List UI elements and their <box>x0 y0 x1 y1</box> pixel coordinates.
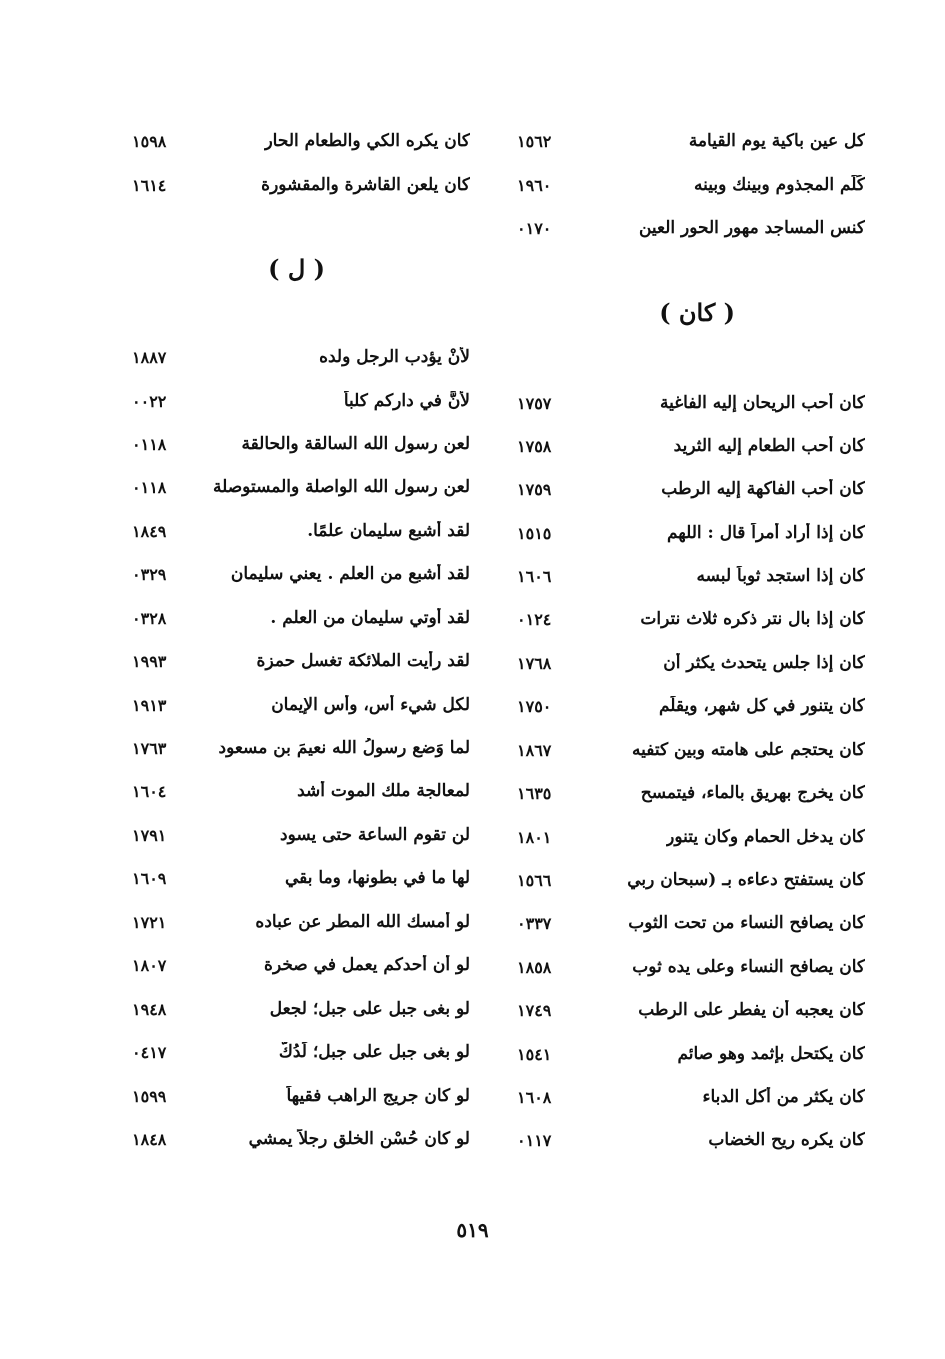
entry-text: كان إذا أراد أمراً قال : اللهم <box>666 523 865 543</box>
entry-number: ٠١٧٠ <box>517 218 552 238</box>
entry-number: ١٦٠٩ <box>132 868 167 888</box>
entry-number: ٠٣٢٨ <box>132 608 167 628</box>
list-item <box>505 993 865 1027</box>
list-item <box>120 688 470 722</box>
entry-text: لقد أوتي سليمان من العلم . <box>270 608 470 628</box>
entry-number: ١٦٠٨ <box>517 1087 552 1107</box>
entry-number: ٠٤١٧ <box>132 1042 167 1062</box>
entry-text: لعن رسول الله السالقة والحالقة <box>241 434 470 454</box>
list-item <box>120 818 470 852</box>
list-item <box>505 516 865 550</box>
entry-text: كَلِّم المجذوم وبينك وبينه <box>694 175 865 195</box>
entry-text: لن تقوم الساعة حتى يسود <box>280 825 470 845</box>
entry-number: ١٩٦٠ <box>517 175 552 195</box>
entry-text: كان إذا جلس يتحدث يكثر أن <box>663 653 865 673</box>
entry-number: ١٧٥٩ <box>517 479 552 499</box>
list-item <box>505 950 865 984</box>
list-item <box>505 211 865 245</box>
list-item <box>505 863 865 897</box>
entry-number: ١٩٤٨ <box>132 999 167 1019</box>
entry-text: لما وَضع رسولُ الله نعيمَ بن مسعود <box>218 738 470 758</box>
entry-number: ١٧٥٨ <box>517 436 552 456</box>
entry-number: ١٦٠٦ <box>517 566 552 586</box>
entry-number: ١٧٥٠ <box>517 696 552 716</box>
entry-number: ١٧٢١ <box>132 912 167 932</box>
entry-number: ١٧٤٩ <box>517 1000 552 1020</box>
entry-text: كان يتنور في كل شهر، ويقلِّم <box>658 696 865 716</box>
entry-number: ٠١١٧ <box>517 1130 552 1150</box>
list-item <box>120 1122 470 1156</box>
entry-text: كان أحب الطعام إليه الثريد <box>673 436 865 456</box>
section-heading: ( كان ) <box>659 298 735 327</box>
entry-text: لأنَّ في داركم كلباً <box>343 391 470 411</box>
entry-number: ١٨٤٩ <box>132 521 167 541</box>
list-item <box>120 861 470 895</box>
list-item <box>505 559 865 593</box>
entry-text: كان يلعن القاشرة والمقشورة <box>261 175 470 195</box>
entry-number: ١٧٥٧ <box>517 393 552 413</box>
entry-text: كان يعجبه أن يفطر على الرطب <box>638 1000 865 1020</box>
list-item <box>505 168 865 202</box>
entry-number: ١٩٩٣ <box>132 651 167 671</box>
entry-text: كان يكثر من أكل الدباء <box>702 1087 865 1107</box>
list-item <box>120 905 470 939</box>
entry-text: كنس المساجد مهور الحور العين <box>638 218 865 238</box>
list-item <box>120 948 470 982</box>
list-item <box>505 472 865 506</box>
entry-text: لقد أُشبع سليمان علمًا. <box>307 521 470 541</box>
list-item <box>505 776 865 810</box>
entry-text: كان أحب الفاكهة إليه الرطب <box>661 479 865 499</box>
entry-text: لمعالجة ملك الموت أشد <box>297 781 470 801</box>
entry-text: لقد رأيت الملائكة تغسل حمزة <box>256 651 470 671</box>
entry-number: ٠١١٨ <box>132 477 167 497</box>
entry-text: لقد أُشبع من العلم . يعني سليمان <box>230 564 470 584</box>
entry-number: ١٨٨٧ <box>132 347 167 367</box>
entry-number: ١٧٩١ <box>132 825 167 845</box>
list-item <box>120 427 470 461</box>
list-item <box>120 992 470 1026</box>
list-item <box>505 1037 865 1071</box>
list-item <box>505 429 865 463</box>
entry-number: ١٨٠١ <box>517 827 552 847</box>
entry-text: لو أمسك الله المطر عن عباده <box>255 912 470 932</box>
list-item <box>120 470 470 504</box>
entry-text: لكل شيء أس، وأس الإيمان <box>271 695 470 715</box>
section-heading: ( ل ) <box>268 254 325 283</box>
entry-text: لو كان حُسْن الخلق رجلاً يمشي <box>248 1129 470 1149</box>
list-item <box>120 1035 470 1069</box>
entry-number: ١٥٩٨ <box>132 131 167 151</box>
entry-text: كان يصافح النساء من تحت الثوب <box>628 913 865 933</box>
list-item <box>120 644 470 678</box>
list-item <box>505 820 865 854</box>
list-item <box>505 124 865 158</box>
list-item <box>505 733 865 767</box>
entry-text: كل عين باكية يوم القيامة <box>688 131 865 151</box>
entry-number: ١٧٦٣ <box>132 738 167 758</box>
entry-number: ١٦٠٤ <box>132 781 167 801</box>
entry-text: كان يخرج بهريق بالماء، فيتمسح <box>640 783 865 803</box>
entry-number: ١٥٤١ <box>517 1044 552 1064</box>
list-item <box>120 124 470 158</box>
entry-text: لعن رسول الله الواصلة والمستوصلة <box>212 477 470 497</box>
entry-number: ٠٣٣٧ <box>517 913 552 933</box>
entry-text: كان يكره الكي والطعام الحار <box>264 131 470 151</box>
list-item <box>120 1079 470 1113</box>
list-item <box>120 168 470 202</box>
entry-number: ١٦٣٥ <box>517 783 552 803</box>
list-item <box>505 906 865 940</box>
entry-text: كان يستفتح دعاءه بـ (سبحان ربي <box>627 870 865 890</box>
entry-text: لو بغى جبل على جبل؛ لَدُكَّ <box>278 1042 470 1062</box>
entry-text: لو بغى جبل على جبل؛ لجعل <box>269 999 470 1019</box>
entry-number: ١٥٩٩ <box>132 1086 167 1106</box>
entry-text: لو أن أحدكم يعمل في صخرة <box>264 955 470 975</box>
entry-text: لها ما في بطونها، وما بقي <box>284 868 470 888</box>
list-item <box>505 646 865 680</box>
entry-number: ٠٣٢٩ <box>132 564 167 584</box>
list-item <box>505 602 865 636</box>
entry-number: ١٨٦٧ <box>517 740 552 760</box>
list-item <box>120 514 470 548</box>
list-item <box>505 1080 865 1114</box>
entry-text: كان يصافح النساء وعلى يده ثوب <box>632 957 865 977</box>
entry-number: ٠١٢٤ <box>517 609 552 629</box>
list-item <box>120 601 470 635</box>
entry-text: لأنْ يؤدب الرجل ولده <box>319 347 470 367</box>
list-item <box>505 689 865 723</box>
entry-number: ١٩١٣ <box>132 695 167 715</box>
list-item <box>120 731 470 765</box>
list-item <box>120 774 470 808</box>
entry-text: كان يكره ريح الخضاب <box>708 1130 865 1150</box>
entry-text: لو كان جريج الراهب فقيهاً <box>286 1086 470 1106</box>
entry-number: ١٦١٤ <box>132 175 167 195</box>
entry-number: ٠١١٨ <box>132 434 167 454</box>
entry-number: ١٨٠٧ <box>132 955 167 975</box>
list-item <box>505 1123 865 1157</box>
entry-number: ٠٠٢٢ <box>132 391 167 411</box>
entry-text: كان يكتحل بإثمد وهو صائم <box>677 1044 865 1064</box>
list-item <box>120 557 470 591</box>
entry-text: كان إذا بال نتر ذكره ثلاث نترات <box>640 609 865 629</box>
entry-text: كان يدخل الحمام وكان يتنور <box>666 827 865 847</box>
list-item <box>120 384 470 418</box>
entry-number: ١٥٦٢ <box>517 131 552 151</box>
entry-number: ١٨٥٨ <box>517 957 552 977</box>
entry-number: ١٨٤٨ <box>132 1129 167 1149</box>
page-number: ٥١٩ <box>456 1218 489 1242</box>
entry-text: كان يحتجم على هامته وبين كتفيه <box>632 740 865 760</box>
entry-number: ١٥١٥ <box>517 523 552 543</box>
entry-text: كان أحب الريحان إليه الفاغية <box>660 393 865 413</box>
list-item <box>505 386 865 420</box>
entry-number: ١٧٦٨ <box>517 653 552 673</box>
list-item <box>120 340 470 374</box>
entry-number: ١٥٦٦ <box>517 870 552 890</box>
entry-text: كان إذا استجد ثوباً لبسه <box>696 566 865 586</box>
